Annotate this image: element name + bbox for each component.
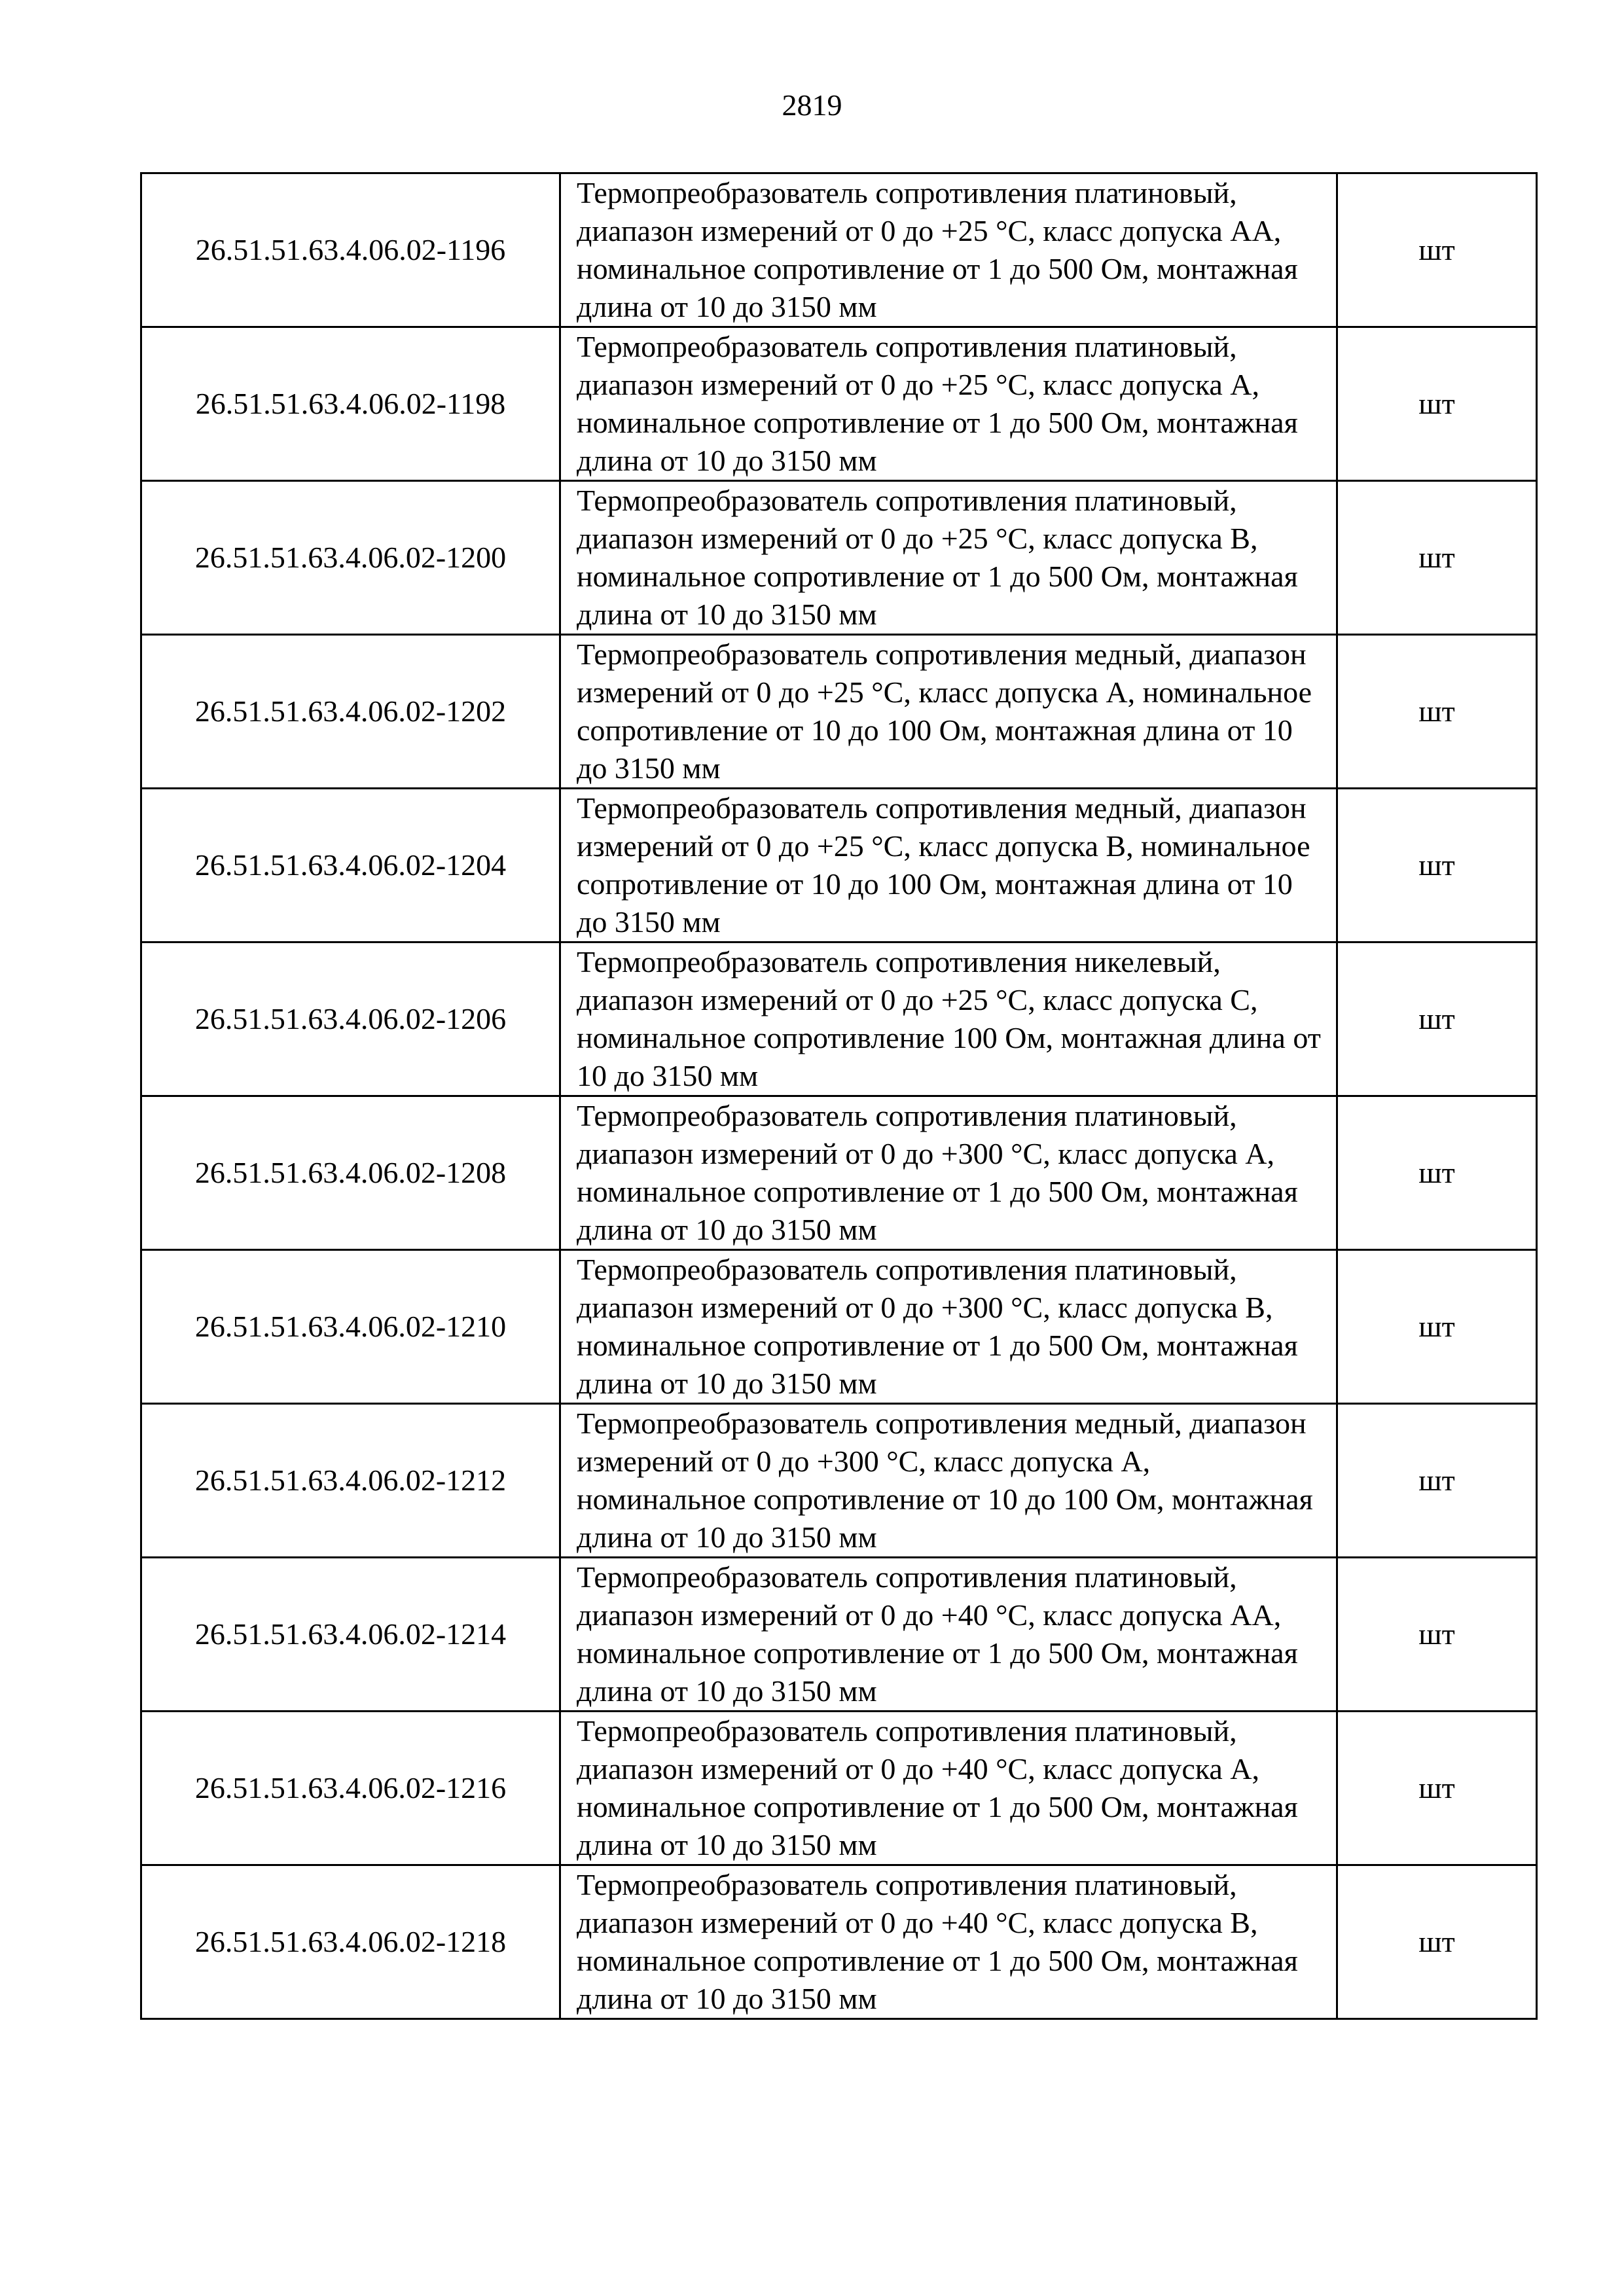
item-description-cell: Термопреобразователь сопротивления платиновый, диапазон измерений от 0 до +40 °С, класс допуска А, номинальное сопротивление от 1 до 500 Ом, монтажная длина от 10 до 3150 мм bbox=[560, 1712, 1337, 1865]
item-unit-cell: шт bbox=[1337, 1712, 1537, 1865]
item-code-cell: 26.51.51.63.4.06.02-1218 bbox=[141, 1865, 560, 2019]
item-unit-cell: шт bbox=[1337, 635, 1537, 789]
item-code-cell: 26.51.51.63.4.06.02-1210 bbox=[141, 1250, 560, 1404]
item-unit-cell: шт bbox=[1337, 481, 1537, 635]
page-number: 2819 bbox=[782, 88, 842, 122]
item-unit-cell: шт bbox=[1337, 1250, 1537, 1404]
item-code-cell: 26.51.51.63.4.06.02-1214 bbox=[141, 1558, 560, 1712]
item-description-cell: Термопреобразователь сопротивления платиновый, диапазон измерений от 0 до +40 °С, класс допуска В, номинальное сопротивление от 1 до 500 Ом, монтажная длина от 10 до 3150 мм bbox=[560, 1865, 1337, 2019]
item-code-cell: 26.51.51.63.4.06.02-1200 bbox=[141, 481, 560, 635]
table-row bbox=[141, 481, 1537, 635]
table-row bbox=[141, 1865, 1537, 2019]
item-unit-cell: шт bbox=[1337, 942, 1537, 1096]
table-row bbox=[141, 1558, 1537, 1712]
item-code-cell: 26.51.51.63.4.06.02-1216 bbox=[141, 1712, 560, 1865]
item-description-cell: Термопреобразователь сопротивления платиновый, диапазон измерений от 0 до +25 °С, класс допуска В, номинальное сопротивление от 1 до 500 Ом, монтажная длина от 10 до 3150 мм bbox=[560, 481, 1337, 635]
item-description-cell: Термопреобразователь сопротивления никелевый, диапазон измерений от 0 до +25 °С, класс допуска С, номинальное сопротивление 100 Ом, монтажная длина от 10 до 3150 мм bbox=[560, 942, 1337, 1096]
item-description-cell: Термопреобразователь сопротивления медный, диапазон измерений от 0 до +25 °С, класс допуска В, номинальное сопротивление от 10 до 100 Ом, монтажная длина от 10 до 3150 мм bbox=[560, 789, 1337, 942]
item-unit-cell: шт bbox=[1337, 1096, 1537, 1250]
table-row bbox=[141, 635, 1537, 789]
item-description-cell: Термопреобразователь сопротивления платиновый, диапазон измерений от 0 до +40 °С, класс допуска АА, номинальное сопротивление от 1 до 500 Ом, монтажная длина от 10 до 3150 мм bbox=[560, 1558, 1337, 1712]
item-code-cell: 26.51.51.63.4.06.02-1212 bbox=[141, 1404, 560, 1558]
item-code-cell: 26.51.51.63.4.06.02-1204 bbox=[141, 789, 560, 942]
table-row bbox=[141, 173, 1537, 327]
item-description-cell: Термопреобразователь сопротивления платиновый, диапазон измерений от 0 до +300 °С, класс допуска А, номинальное сопротивление от 1 до 500 Ом, монтажная длина от 10 до 3150 мм bbox=[560, 1096, 1337, 1250]
item-unit-cell: шт bbox=[1337, 1558, 1537, 1712]
item-unit-cell: шт bbox=[1337, 789, 1537, 942]
table-row bbox=[141, 789, 1537, 942]
item-code-cell: 26.51.51.63.4.06.02-1198 bbox=[141, 327, 560, 481]
item-description-cell: Термопреобразователь сопротивления медный, диапазон измерений от 0 до +25 °С, класс допуска А, номинальное сопротивление от 10 до 100 Ом, монтажная длина от 10 до 3150 мм bbox=[560, 635, 1337, 789]
item-code-cell: 26.51.51.63.4.06.02-1206 bbox=[141, 942, 560, 1096]
item-description-cell: Термопреобразователь сопротивления платиновый, диапазон измерений от 0 до +25 °С, класс допуска А, номинальное сопротивление от 1 до 500 Ом, монтажная длина от 10 до 3150 мм bbox=[560, 327, 1337, 481]
item-description-cell: Термопреобразователь сопротивления платиновый, диапазон измерений от 0 до +300 °С, класс допуска В, номинальное сопротивление от 1 до 500 Ом, монтажная длина от 10 до 3150 мм bbox=[560, 1250, 1337, 1404]
item-description-cell: Термопреобразователь сопротивления медный, диапазон измерений от 0 до +300 °С, класс допуска А, номинальное сопротивление от 10 до 100 Ом, монтажная длина от 10 до 3150 мм bbox=[560, 1404, 1337, 1558]
item-unit-cell: шт bbox=[1337, 1404, 1537, 1558]
table-row bbox=[141, 1250, 1537, 1404]
table-row bbox=[141, 1404, 1537, 1558]
table-row bbox=[141, 327, 1537, 481]
item-unit-cell: шт bbox=[1337, 1865, 1537, 2019]
items-table bbox=[140, 172, 1538, 2020]
item-code-cell: 26.51.51.63.4.06.02-1208 bbox=[141, 1096, 560, 1250]
item-code-cell: 26.51.51.63.4.06.02-1202 bbox=[141, 635, 560, 789]
table-row bbox=[141, 942, 1537, 1096]
item-unit-cell: шт bbox=[1337, 173, 1537, 327]
item-unit-cell: шт bbox=[1337, 327, 1537, 481]
item-code-cell: 26.51.51.63.4.06.02-1196 bbox=[141, 173, 560, 327]
table-row bbox=[141, 1712, 1537, 1865]
item-description-cell: Термопреобразователь сопротивления платиновый, диапазон измерений от 0 до +25 °С, класс допуска АА, номинальное сопротивление от 1 до 500 Ом, монтажная длина от 10 до 3150 мм bbox=[560, 173, 1337, 327]
table-row bbox=[141, 1096, 1537, 1250]
